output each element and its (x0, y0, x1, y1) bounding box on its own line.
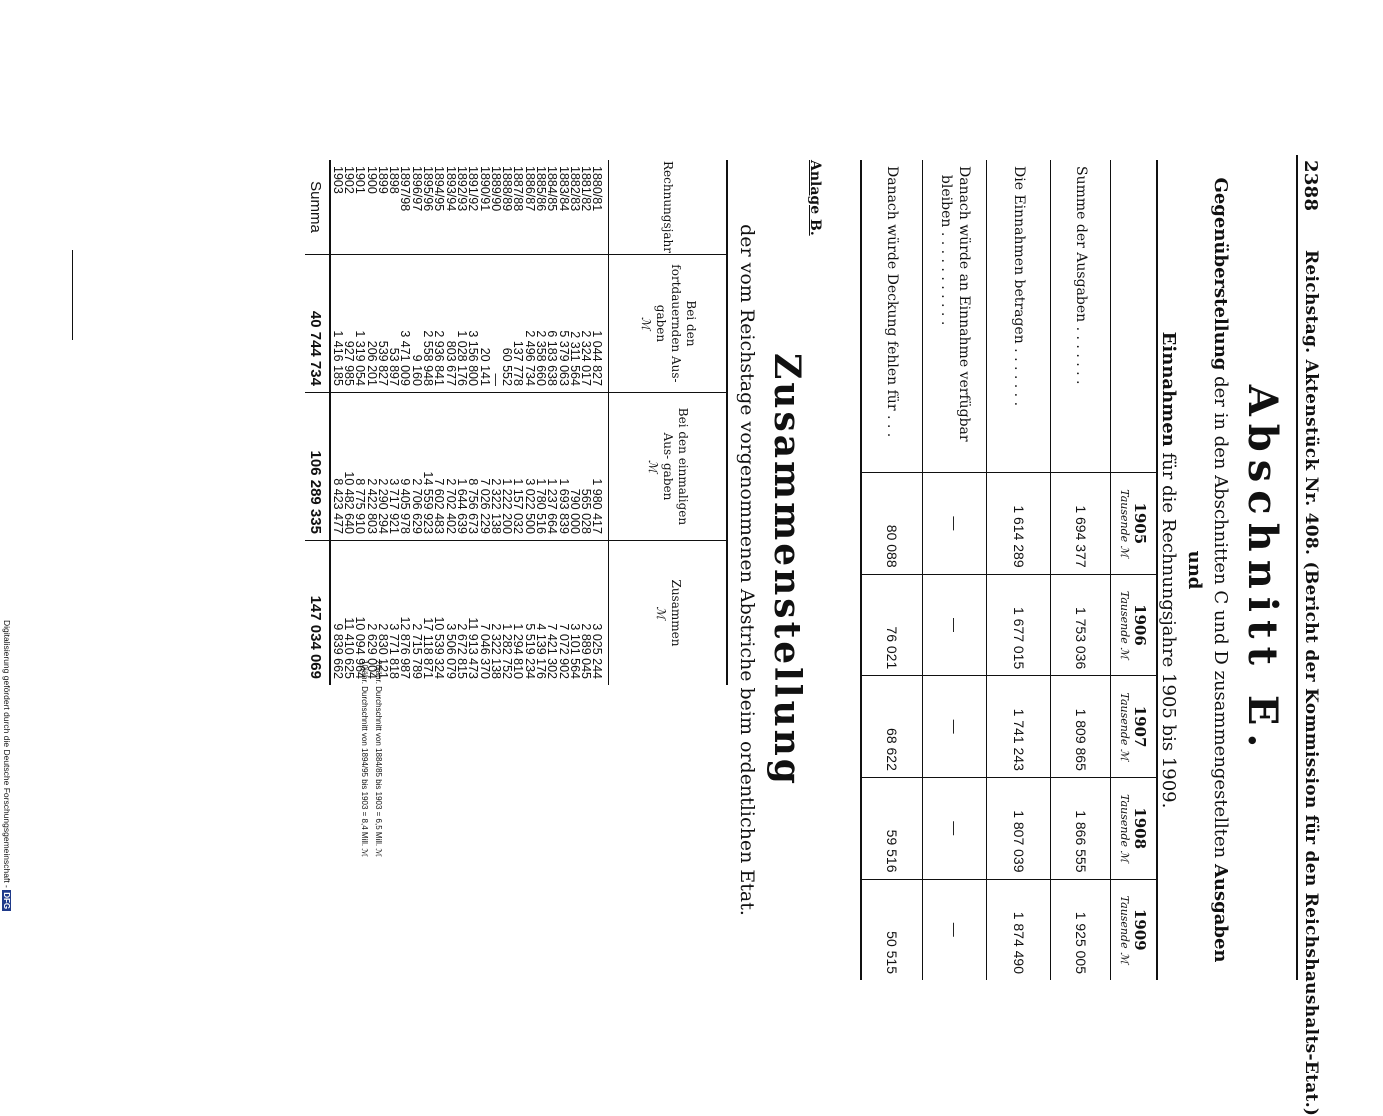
table-row (557, 160, 568, 685)
running-title: Reichstag. Aktenstück Nr. 408. (Bericht der Kommission für den Reichshaushalts-Etat.) (1301, 250, 1321, 1116)
year-cell: 1896/97 (410, 160, 421, 254)
amount-cell: 2 358 660 (535, 254, 546, 392)
row-label: Danach würde an Einnahme verfügbar bleiben . . . . . . . . . . . (923, 160, 987, 473)
amount-cell: 539 827 (377, 254, 388, 392)
year-cell: 1884/85 (546, 160, 557, 254)
anlage-title: Zusammenstellung (766, 353, 808, 787)
amount-cell: 3 771 818 (387, 623, 402, 679)
cell: 1 741 243 (987, 676, 1051, 778)
sum-zusammen: 147 034 069 (307, 595, 325, 679)
amount-cell: 2 324 017 (580, 254, 591, 392)
table-row (388, 160, 399, 685)
amount-cell: 4 139 176 (534, 623, 549, 679)
cell: 68 622 (861, 676, 923, 778)
amount-cell: 206 201 (365, 254, 376, 392)
table-row (501, 160, 512, 685)
amount-cell: 1 044 827 (591, 254, 609, 392)
amount-cell: 17 118 871 (421, 617, 436, 679)
year-cell: 1899 (377, 160, 388, 254)
intro-bold-1: Gegenüberstellung (1210, 177, 1231, 371)
sum-row (305, 160, 330, 685)
amount-cell: 3 717 921 (388, 392, 399, 540)
year-cell: 1893/94 (444, 160, 455, 254)
intro-text-2: für die Rechnungsjahre 1905 bis 1909. (1158, 452, 1179, 809)
amount-cell: 2 322 138 (490, 392, 501, 540)
amount-cell: 1 980 417 (591, 392, 609, 540)
amount-cell: 1 222 200 (501, 392, 512, 540)
amount-cell: 9 405 978 (399, 392, 410, 540)
amount-cell: 1 416 185 (330, 254, 342, 392)
footnote-10jaehr: 10jähr. Durchschnitt von 1894/95 bis 1903 = 8,4 Mill. ℳ (360, 660, 369, 857)
amount-cell: 2 830 121 (375, 623, 390, 679)
comparison-header-row (1111, 160, 1157, 980)
amount-cell: — (490, 254, 501, 392)
section-e-title: Abschnitt E. (1239, 384, 1286, 756)
amount-cell: 803 677 (444, 254, 455, 392)
dfg-logo-icon: DFG (2, 892, 11, 910)
amount-cell: 1 282 752 (500, 623, 515, 679)
cell: 80 088 (861, 473, 923, 575)
amount-cell: 2 322 138 (488, 623, 503, 679)
cell: 59 516 (861, 777, 923, 879)
cell: — (923, 777, 987, 879)
year-cell: 1902 (343, 160, 354, 254)
head-einmalig: Bei den einmaligen Aus- gaben ℳ (609, 392, 727, 540)
abstriche-header-row (609, 160, 727, 685)
amount-cell: 9 160 (410, 254, 421, 392)
amount-cell: 1 028 176 (456, 254, 467, 392)
year-cell: 1903 (330, 160, 342, 254)
table-row (478, 160, 489, 685)
year-cell: 1885/86 (535, 160, 546, 254)
amount-cell: 7 421 302 (545, 623, 560, 679)
year-cell: 1882/83 (569, 160, 580, 254)
cell: — (923, 473, 987, 575)
abstriche-body (330, 160, 609, 685)
table-row (535, 160, 546, 685)
table-row (467, 160, 478, 685)
year-cell: 1898 (388, 160, 399, 254)
amount-cell: 6 183 638 (546, 254, 557, 392)
table-row (490, 160, 501, 685)
amount-cell: 2 558 948 (422, 254, 433, 392)
row-label: Danach würde Deckung fehlen für . . . (861, 160, 923, 473)
cell: 1 614 289 (987, 473, 1051, 575)
amount-cell: 1 644 639 (456, 392, 467, 540)
year-cell: 1901 (354, 160, 365, 254)
amount-cell: 927 985 (343, 254, 354, 392)
amount-cell: 10 539 324 (432, 616, 447, 679)
cell: 50 515 (884, 931, 901, 974)
table-row (422, 160, 433, 685)
year-cell: 1890/91 (478, 160, 489, 254)
table-row (330, 160, 342, 685)
amount-cell: 7 046 370 (477, 623, 492, 679)
cell: 76 021 (861, 574, 923, 676)
col-1908: 1908 Tausende ℳ (1111, 777, 1157, 879)
sum-label: Summa (305, 160, 330, 254)
amount-cell: 2 889 045 (579, 623, 594, 679)
row-label: Summe der Ausgaben . . . . . . . (1051, 160, 1111, 473)
col-1906: 1906 Tausende ℳ (1111, 574, 1157, 676)
abstriche-table (305, 160, 728, 685)
amount-cell: 7 072 902 (556, 623, 571, 679)
table-row (569, 160, 580, 685)
anlage-label: Anlage B. (807, 160, 823, 236)
amount-cell: 9 839 662 (330, 623, 345, 679)
amount-cell: 12 876 987 (398, 616, 413, 679)
year-cell: 1889/90 (490, 160, 501, 254)
amount-cell: 2 702 402 (444, 392, 455, 540)
amount-cell: 3 506 079 (443, 623, 458, 679)
amount-cell: 2 672 815 (454, 623, 469, 679)
cell: 1 809 865 (1051, 676, 1111, 778)
row-ausgaben (1051, 160, 1111, 980)
amount-cell: 11 410 625 (341, 617, 356, 679)
amount-cell: 5 379 063 (557, 254, 568, 392)
amount-cell: 60 552 (501, 254, 512, 392)
cell: — (923, 574, 987, 676)
year-cell: 1888/89 (501, 160, 512, 254)
digitization-text: Digitalisierung gefördert durch die Deutsche Forschungsgemeinschaft - (2, 620, 12, 888)
sum-fortdauernd: 40 744 734 (305, 254, 330, 392)
year-cell: 1887/88 (512, 160, 523, 254)
table-row (377, 160, 388, 685)
amount-cell: 137 778 (512, 254, 523, 392)
intro-text-1: der in den Abschnitten C und D zusammengestellten (1210, 376, 1231, 859)
amount-cell: 2 715 789 (409, 623, 424, 679)
amount-cell: 8 756 673 (467, 392, 478, 540)
footnote-20jaehr: 20jähr. Durchschnitt von 1884/85 bis 1903 = 6,5 Mill. ℳ (374, 660, 383, 857)
cell: 1 925 005 (1073, 911, 1089, 974)
year-cell: 1880/81 (591, 160, 609, 254)
amount-cell: 5 519 234 (522, 623, 537, 679)
year-cell: 1894/95 (433, 160, 444, 254)
amount-cell: 7 026 229 (478, 392, 489, 540)
amount-cell: 1 693 839 (557, 392, 568, 540)
comparison-table (860, 160, 1158, 980)
amount-cell: 3 156 800 (467, 254, 478, 392)
sum-einmalig: 106 289 335 (305, 392, 330, 540)
amount-cell: 1 780 516 (535, 392, 546, 540)
amount-cell: 565 028 (580, 392, 591, 540)
cell: — (923, 676, 987, 778)
amount-cell: 1 157 032 (512, 392, 523, 540)
year-cell: 1895/96 (422, 160, 433, 254)
table-row (410, 160, 421, 685)
digitization-note (2, 620, 12, 950)
table-row (444, 160, 455, 685)
header-rule (1296, 155, 1298, 980)
table-row (512, 160, 523, 685)
cell: — (947, 922, 963, 937)
amount-cell: 8 423 477 (330, 392, 342, 540)
year-cell: 1892/93 (456, 160, 467, 254)
year-cell: 1900 (365, 160, 376, 254)
table-row (365, 160, 376, 685)
amount-cell: 8 775 910 (354, 392, 365, 540)
amount-cell: 3 025 244 (590, 623, 605, 679)
amount-cell: 2 311 564 (569, 254, 580, 392)
year-cell: 1897/98 (399, 160, 410, 254)
head-zusammen: Zusammen ℳ (653, 579, 683, 647)
year-cell: 1881/82 (580, 160, 591, 254)
table-row (546, 160, 557, 685)
amount-cell: 3 101 564 (567, 623, 582, 679)
page-number: 2388 (1300, 160, 1321, 212)
amount-cell: 20 141 (478, 254, 489, 392)
amount-cell: 7 602 483 (433, 392, 444, 540)
table-row (354, 160, 365, 685)
amount-cell: 790 000 (569, 392, 580, 540)
amount-cell: 53 897 (388, 254, 399, 392)
amount-cell: 14 559 923 (422, 392, 433, 540)
row-einnahmen (987, 160, 1051, 980)
year-cell: 1891/92 (467, 160, 478, 254)
row-verfuegbar (923, 160, 987, 980)
intro-bold-3: Einnahmen (1158, 331, 1179, 447)
intro-bold-2: Ausgaben und (1184, 550, 1231, 963)
table-row (456, 160, 467, 685)
amount-cell: 10 482 640 (343, 392, 354, 540)
footer-rule (72, 250, 73, 340)
amount-cell: 2 496 734 (523, 254, 534, 392)
cell: 1 694 377 (1051, 473, 1111, 575)
table-row (433, 160, 444, 685)
amount-cell: 2 422 803 (365, 392, 376, 540)
amount-cell: 2 290 294 (377, 392, 388, 540)
amount-cell: 1 237 664 (546, 392, 557, 540)
amount-cell: 3 022 500 (523, 392, 534, 540)
table-row (343, 160, 354, 685)
table-row (523, 160, 534, 685)
amount-cell: 2 706 629 (410, 392, 421, 540)
section-e-intro (1155, 160, 1233, 980)
amount-cell: 11 913 473 (466, 617, 481, 679)
cell: 1 677 015 (987, 574, 1051, 676)
col-1905: 1905 Tausende ℳ (1111, 473, 1157, 575)
amount-cell: 1 294 810 (511, 623, 526, 679)
amount-cell: 10 094 964 (353, 616, 368, 679)
year-cell: 1886/87 (523, 160, 534, 254)
table-row (580, 160, 591, 685)
table-row (591, 160, 609, 685)
row-fehlen (861, 160, 923, 980)
anlage-subtitle: der vom Reichstage vorgenommenen Abstriche beim ordentlichen Etat. (736, 224, 758, 916)
comparison-label-header (1111, 160, 1157, 473)
amount-cell: 2 629 004 (364, 623, 379, 679)
cell: 1 866 555 (1051, 777, 1111, 879)
amount-cell: 1 319 054 (354, 254, 365, 392)
table-row (399, 160, 410, 685)
cell: 1 807 039 (987, 777, 1051, 879)
cell: 1 874 490 (1011, 911, 1027, 974)
year-cell: 1883/84 (557, 160, 568, 254)
col-1909: 1909 Tausende ℳ (1118, 895, 1150, 964)
cell: 1 753 036 (1051, 574, 1111, 676)
amount-cell: 2 936 841 (433, 254, 444, 392)
head-year: Rechnungsjahr (609, 160, 727, 254)
row-label: Die Einnahmen betragen . . . . . . . (987, 160, 1051, 473)
amount-cell: 3 471 009 (399, 254, 410, 392)
head-fortdauernd: Bei den fortdauernden Aus- gaben ℳ (609, 254, 727, 392)
col-1907: 1907 Tausende ℳ (1111, 676, 1157, 778)
